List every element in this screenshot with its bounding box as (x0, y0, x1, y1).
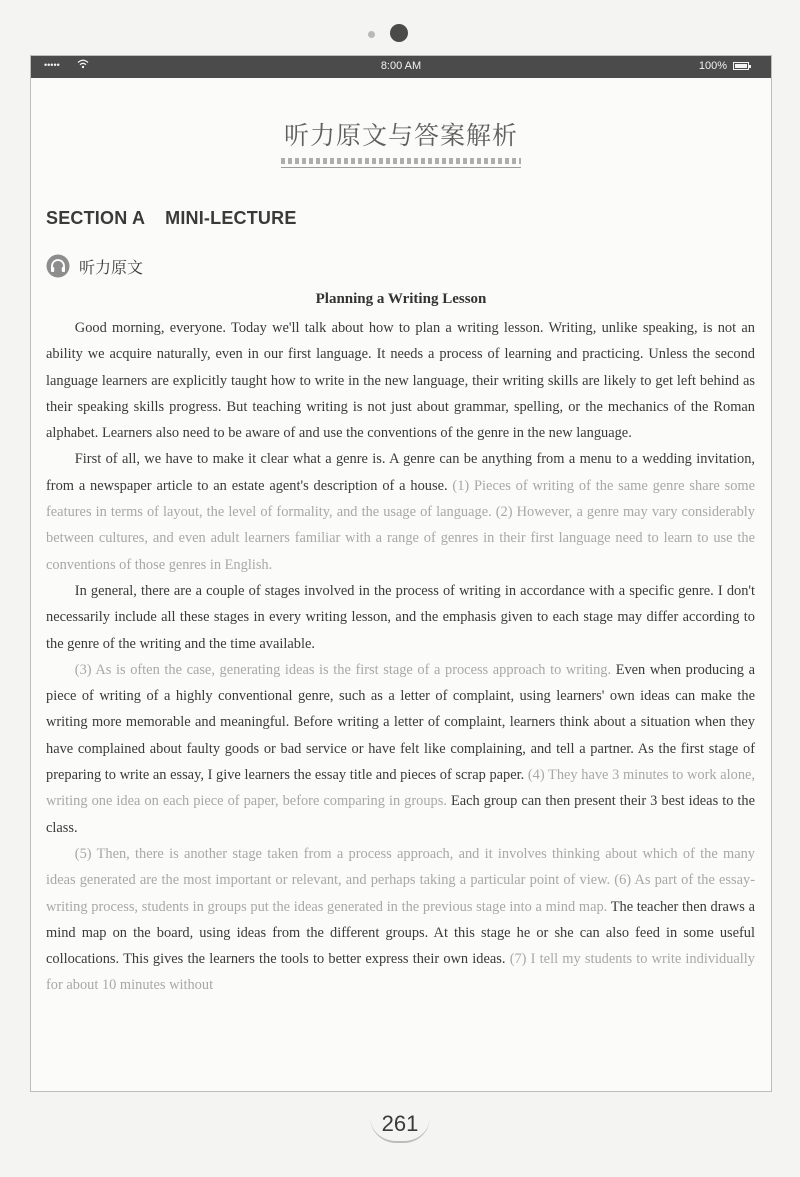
answer-highlight-text: (5) Then, there is another stage taken from a process approach, and it involves thinking about which of the many ideas generated are the most important or relevant, and perhaps taking a particular point of view. (6) As part of the essay-writing process, students in groups put the ideas generated in the previous stage into a mind map. (46, 845, 755, 915)
title-underline (281, 167, 521, 168)
paragraph-text: Each group can then present their 3 best ideas to the class. (46, 793, 755, 836)
article-title: Planning a Writing Lesson (315, 291, 487, 307)
paragraph-text: Even when producing a piece of writing of a highly conventional genre, such as a letter of complaint, using learners' own ideas can make the writing more memorable and meaningful. Before writing a letter of complaint, learners think about a situation when they have complained about faulty goods or bad service or have felt like complaining, and tell a partner. As the first stage of preparing to write an essay, I give learners the essay title and pieces of scrap paper. (46, 661, 755, 784)
page-number: 261 (370, 1105, 431, 1143)
headphone-icon (46, 254, 70, 278)
sub-heading-label: 听力原文 (79, 257, 144, 277)
camera-sensor (368, 31, 375, 38)
answer-highlight-text: (4) They have 3 minutes to work alone, writing one idea on each piece of paper, before comparing in groups. (46, 767, 755, 810)
battery-icon (733, 62, 749, 70)
page-title-block (31, 116, 771, 168)
section-label: SECTION A (46, 208, 146, 228)
title-decorative-rule (281, 158, 521, 164)
answer-highlight-text: (7) I tell my students to write individually for about 10 minutes without (46, 951, 755, 994)
tablet-screen (30, 55, 772, 1092)
transcript-paragraph (46, 578, 755, 657)
section-name: MINI-LECTURE (165, 208, 297, 228)
transcript-paragraph (46, 315, 755, 446)
paragraph-text: Good morning, everyone. Today we'll talk about how to plan a writing lesson. Writing, unlike speaking, is not an ability we acquire naturally, even in our first language. It needs a process of learning and practicing. Unless the second language learners are explicitly taught how to write in the new language, their writing skills are likely to get left behind as their speaking skills progress. But teaching writing is not just about grammar, spelling, or the mechanics of the Roman alphabet. Learners also need to be aware of and use the conventions of the genre in the new language. (46, 320, 755, 442)
status-time: 8:00 AM (380, 60, 422, 72)
transcript-paragraph (46, 841, 755, 999)
paragraph-text: The teacher then draws a mind map on the board, using ideas from the different groups. At this stage he or she can also feed in some useful collocations. This gives the learners the tools to better express their own ideas. (46, 898, 755, 968)
status-bar (31, 56, 771, 78)
camera-lens (390, 24, 408, 42)
paragraph-text: In general, there are a couple of stages involved in the process of writing in accordance with a specific genre. I don't necessarily include all these stages in every writing lesson, and the emphasis given to each stage may differ according to the genre of the writing and the time available. (46, 582, 755, 652)
answer-highlight-text: (1) Pieces of writing of the same genre share some features in terms of layout, the level of formality, and the usage of language. (2) However, a genre may vary considerably between cultures, and even adult learners familiar with a range of genres in their first language need to learn to use the conventions of those genres in English. (46, 477, 755, 573)
sub-heading (46, 254, 143, 278)
page-number-block (0, 1105, 800, 1143)
paragraph-text: First of all, we have to make it clear what a genre is. A genre can be anything from a menu to a wedding invitation, from a newspaper article to an estate agent's description of a house. (46, 451, 755, 494)
battery-percentage: 100% (698, 60, 727, 72)
page-title: 听力原文与答案解析 (283, 121, 518, 150)
transcript-paragraph (46, 657, 755, 841)
transcript-paragraph (46, 446, 755, 577)
answer-highlight-text: (3) As is often the case, generating ideas is the first stage of a process approach to writing. (74, 661, 616, 678)
transcript-body (46, 315, 755, 999)
section-heading (46, 208, 297, 229)
signal-strength: ••••• (44, 60, 60, 70)
